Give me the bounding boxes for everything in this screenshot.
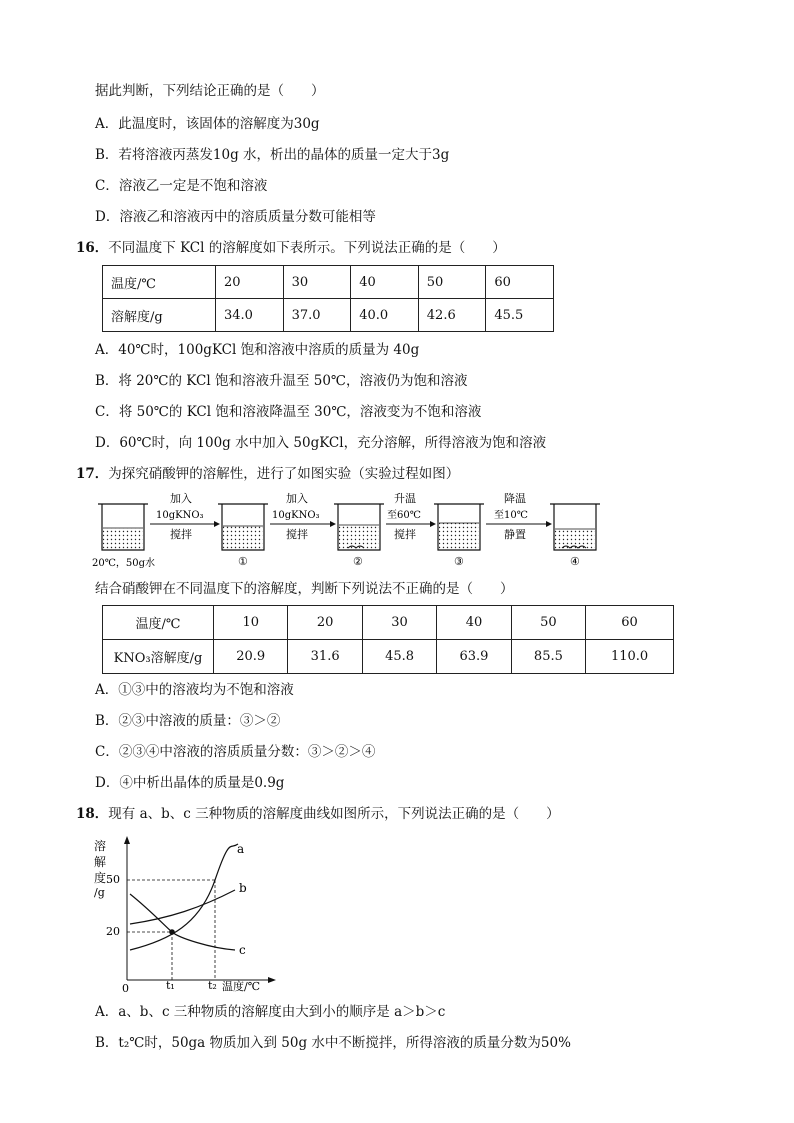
step3-bottom: 搅拌 [394,528,416,541]
table-cell: 10 [214,606,288,640]
origin-label: 0 [122,982,129,992]
curve-c [130,894,235,950]
beaker-3 [434,504,484,550]
table-cell: 37.0 [283,299,351,332]
table-cell: 40 [351,266,419,299]
table-cell: 40 [437,606,511,640]
beaker-label-2: ② [353,555,363,568]
beaker-label-3: ③ [454,555,464,568]
beaker-start [98,504,148,550]
table-cell: 45.8 [362,640,436,674]
table-cell: 30 [362,606,436,640]
q17-option-a: A．①③中的溶液均为不饱和溶液 [95,682,294,698]
table-row [103,266,554,299]
q16-number: 16． [76,240,109,256]
table-cell: 30 [283,266,351,299]
table-cell: 85.5 [511,640,585,674]
start-label: 20℃，50g水 [92,558,156,569]
series-label-b: b [239,881,247,895]
series-label-a: a [237,842,245,856]
table-cell: 110.0 [586,640,674,674]
table-cell: 63.9 [437,640,511,674]
q17-option-c: C．②③④中溶液的溶质质量分数：③＞②＞④ [95,744,376,760]
q18-stem: 现有 a、b、c 三种物质的溶解度曲线如图所示，下列说法正确的是（ ） [108,806,560,822]
ylabel-char-1: 溶 [94,839,107,853]
table-row [103,640,674,674]
y-tick-50: 50 [106,873,120,886]
table-cell: 42.6 [418,299,486,332]
series-label-c: c [239,943,246,957]
ylabel-char-3: 度 [94,871,107,885]
table-cell: 45.5 [486,299,554,332]
q16-header [76,239,506,257]
step3-top2: 至60℃ [387,510,421,521]
table-cell: 温度/℃ [103,606,214,640]
q18-number: 18． [76,806,109,822]
q15-option-d: D．溶液乙和溶液丙中的溶质质量分数可能相等 [95,209,376,225]
step1-top2: 10gKNO₃ [156,510,204,521]
table-cell: 20.9 [214,640,288,674]
table-cell: 60 [586,606,674,640]
table-cell: 20 [288,606,362,640]
q16-option-a: A．40℃时，100gKCl 饱和溶液中溶质的质量为 40g [95,342,420,358]
step1-top1: 加入 [170,492,192,505]
beaker-1 [218,504,268,550]
q17-solubility-table [102,605,674,674]
q15-option-a: A．此温度时，该固体的溶解度为30g [95,116,320,132]
table-cell: 34.0 [216,299,284,332]
step2-top2: 10gKNO₃ [272,510,320,521]
step3-top1: 升温 [394,492,416,505]
q16-option-d: D．60℃时，向 100g 水中加入 50gKCl，充分溶解，所得溶液为饱和溶液 [95,435,547,451]
q17-header [76,465,459,483]
q18-option-a: A．a、b、c 三种物质的溶解度由大到小的顺序是 a＞b＞c [95,1004,446,1020]
y-tick-20: 20 [106,925,120,938]
beaker-label-4: ④ [570,555,580,568]
step2-top1: 加入 [286,492,308,505]
q15-option-b: B．若将溶液丙蒸发10g 水，析出的晶体的质量一定大于3g [95,147,450,163]
step4-bottom: 静置 [504,528,526,541]
q17-option-b: B．②③中溶液的质量：③＞② [95,713,281,729]
table-cell: 60 [486,266,554,299]
q17-option-d: D．④中析出晶体的质量是0.9g [95,775,285,791]
x-tick-t2: t₂ [208,979,217,992]
step1-bottom: 搅拌 [170,528,192,541]
table-cell: KNO₃溶解度/g [103,640,214,674]
table-cell: 溶解度/g [103,299,216,332]
step4-top2: 至10℃ [494,510,528,521]
xlabel: 温度/℃ [222,980,261,992]
q15-stem: 据此判断，下列结论正确的是（ ） [95,83,325,99]
q16-option-b: B．将 20℃的 KCl 饱和溶液升温至 50℃，溶液仍为饱和溶液 [95,373,468,389]
ylabel-char-2: 解 [94,855,107,869]
table-cell: 50 [511,606,585,640]
ylabel-char-4: /g [94,886,105,899]
table-cell: 温度/℃ [103,266,216,299]
beaker-2 [334,504,384,550]
q16-option-c: C．将 50℃的 KCl 饱和溶液降温至 30℃，溶液变为不饱和溶液 [95,404,482,420]
table-cell: 31.6 [288,640,362,674]
step2-bottom: 搅拌 [286,528,308,541]
beaker-label-1: ① [238,555,248,568]
q17-stem2: 结合硝酸钾在不同温度下的溶解度，判断下列说法不正确的是（ ） [95,581,514,597]
beaker-4 [550,504,600,550]
q16-solubility-table [102,265,554,332]
x-tick-t1: t₁ [166,979,175,992]
step4-top1: 降温 [504,492,526,505]
q18-header [76,805,560,823]
q16-stem: 不同温度下 KCl 的溶解度如下表所示。下列说法正确的是（ ） [108,240,506,256]
q18-solubility-curve-diagram [90,832,280,992]
q17-number: 17． [76,466,109,482]
table-cell: 50 [418,266,486,299]
table-row [103,606,674,640]
table-cell: 40.0 [351,299,419,332]
q17-stem: 为探究硝酸钾的溶解性，进行了如图实验（实验过程如图） [108,466,460,482]
q18-option-b: B．t₂℃时，50ga 物质加入到 50g 水中不断搅拌，所得溶液的质量分数为50% [95,1035,571,1051]
q17-experiment-diagram [90,490,610,570]
table-cell: 20 [216,266,284,299]
q15-option-c: C．溶液乙一定是不饱和溶液 [95,178,268,194]
intersection-point [169,929,175,935]
table-row [103,299,554,332]
